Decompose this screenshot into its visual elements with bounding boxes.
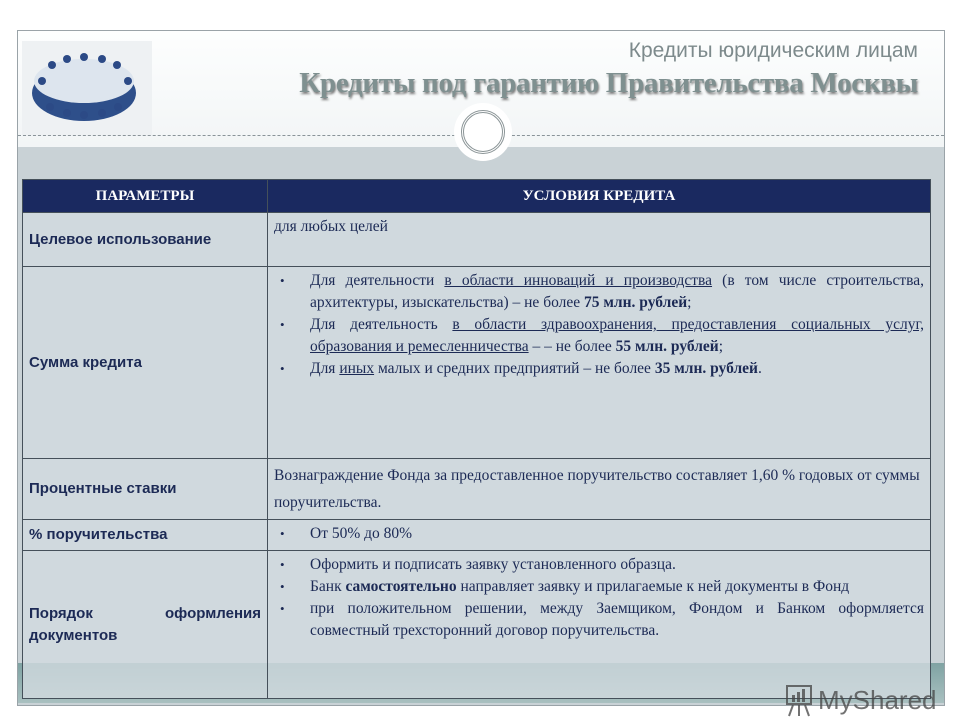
header-conditions: УСЛОВИЯ КРЕДИТА — [268, 180, 931, 213]
table-row — [23, 551, 931, 699]
text-segment: в области инноваций и производства — [444, 272, 713, 289]
bullet-item — [274, 576, 924, 598]
text-segment: ; — [687, 294, 692, 311]
text-segment: 55 млн. рублей — [615, 338, 719, 355]
slide-subtitle: Кредиты юридическим лицам — [628, 39, 918, 62]
header-parameters: ПАРАМЕТРЫ — [23, 180, 268, 213]
bullet-item — [274, 314, 924, 358]
text-segment: Для деятельности — [310, 272, 445, 289]
bullet-item — [274, 523, 924, 545]
text-segment: ; — [718, 338, 724, 355]
text-segment: малых и средних предприятий – не более — [374, 360, 655, 377]
bullet-item — [274, 358, 924, 380]
text-segment: Для — [310, 360, 340, 377]
condition-text — [274, 216, 924, 238]
parameter-cell: Порядок оформления документов — [23, 551, 268, 699]
table-row — [23, 520, 931, 551]
parameter-cell: % поручительства — [23, 520, 268, 551]
condition-cell — [268, 459, 931, 520]
condition-cell — [268, 213, 931, 267]
watermark-text: MyShared — [818, 684, 937, 715]
text-segment: Оформить и подписать заявку установленного образца. — [310, 556, 676, 573]
parameter-cell: Сумма кредита — [23, 267, 268, 459]
text-segment: От 50% до 80% — [310, 525, 413, 542]
text-segment: . — [757, 360, 762, 377]
text-segment: 35 млн. рублей — [654, 360, 758, 377]
parameter-cell: Процентные ставки — [23, 459, 268, 520]
ring-ornament-icon — [454, 103, 512, 161]
text-segment: направляет заявку и прилагаемые к ней документы в Фонд — [456, 578, 850, 595]
presentation-board-icon — [784, 683, 814, 717]
text-segment: для любых целей — [274, 218, 388, 235]
bullet-item — [274, 598, 924, 642]
credit-conditions-table — [22, 179, 931, 699]
text-segment: Вознаграждение Фонда за предоставленное поручительство составляет 1,60 % годовых от суммы поручительства. — [274, 467, 920, 511]
round-table-people-icon — [22, 41, 152, 136]
slide — [17, 30, 945, 715]
text-segment: при положительном решении, между Заемщиком, Фондом и Банком оформляется совместный трехсторонний договор поручительства. — [310, 600, 924, 639]
bullet-item — [274, 270, 924, 314]
text-segment: 75 млн. рублей — [584, 294, 688, 311]
condition-cell — [268, 551, 931, 699]
myshared-watermark — [784, 683, 937, 717]
text-segment: иных — [339, 360, 375, 377]
parameter-cell: Целевое использование — [23, 213, 268, 267]
text-segment: Банк — [310, 578, 346, 595]
text-segment: (в том числе строительства, архитектуры, изыскательства) – не более — [310, 272, 925, 311]
table-row — [23, 459, 931, 520]
table-row — [23, 213, 931, 267]
condition-text — [274, 462, 924, 516]
condition-cell — [268, 520, 931, 551]
text-segment: самостоятельно — [345, 578, 457, 595]
text-segment: Для деятельность — [310, 316, 453, 333]
condition-cell — [268, 267, 931, 459]
slide-title: Кредиты под гарантию Правительства Москвы — [299, 67, 918, 99]
text-segment: – – не более — [528, 338, 616, 355]
table-row — [23, 267, 931, 459]
bullet-item — [274, 554, 924, 576]
text-segment: в области здравоохранения, предоставления социальных услуг, образования и ремесленничества — [310, 316, 924, 355]
